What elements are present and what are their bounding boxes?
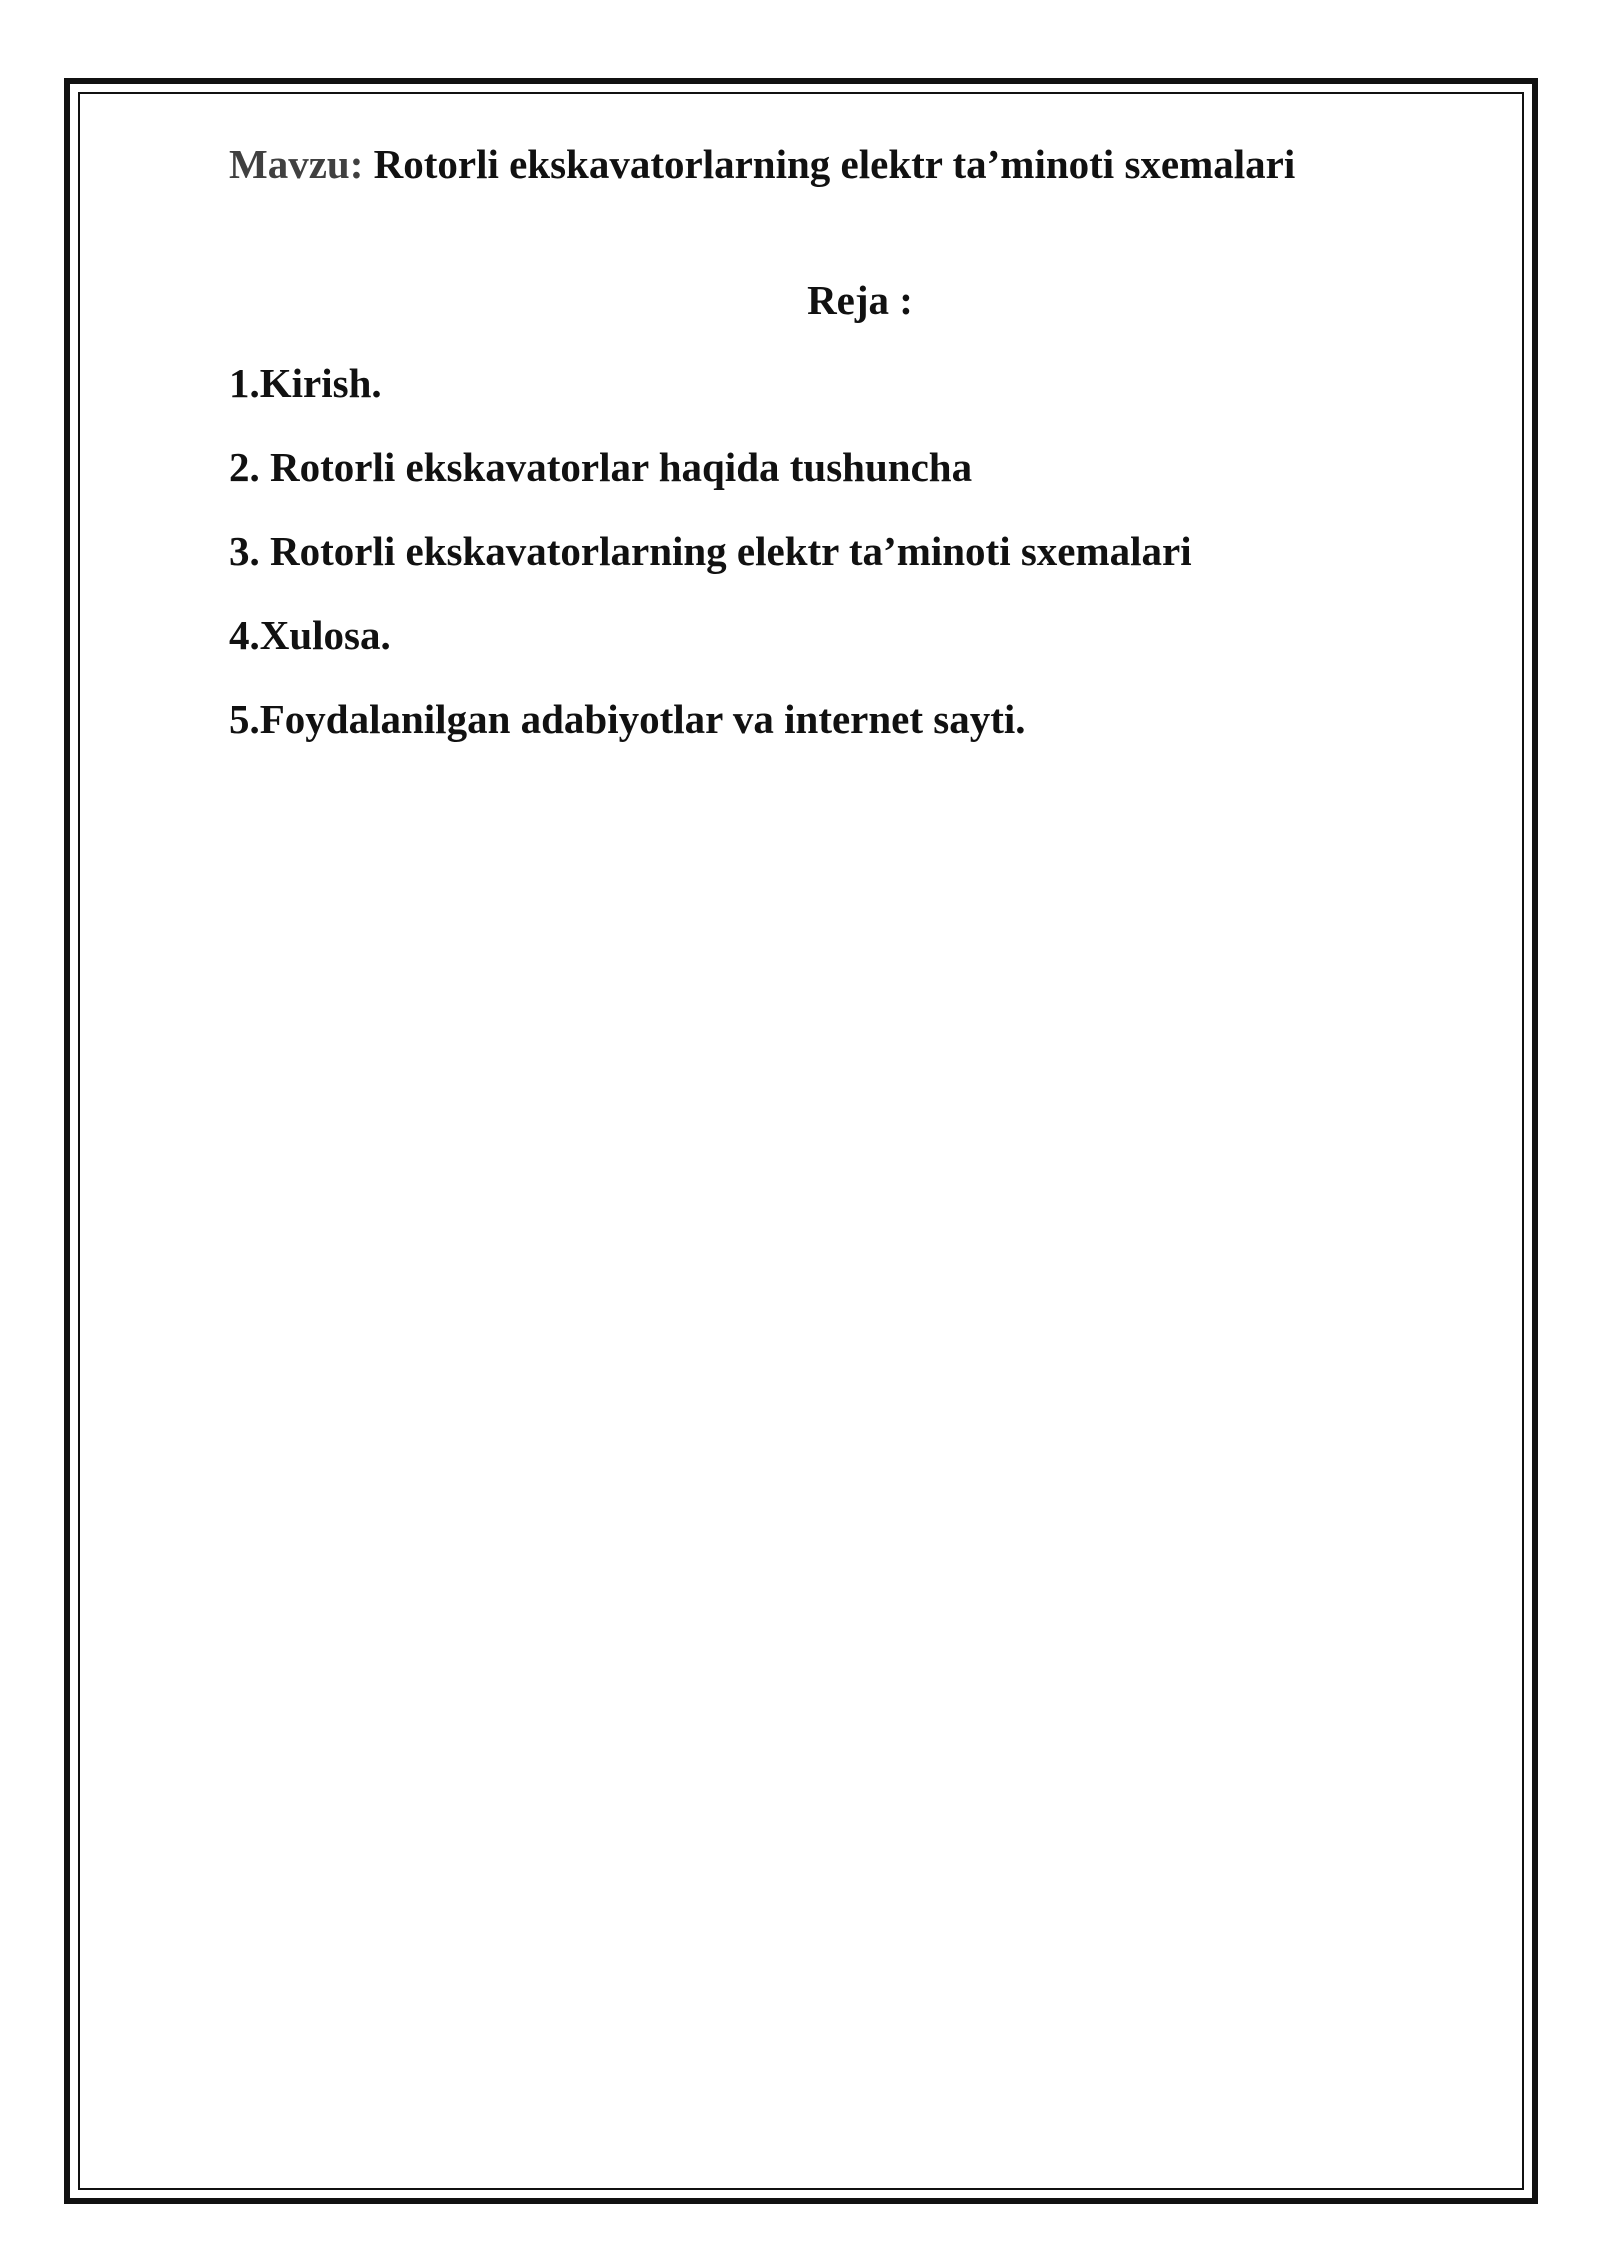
topic-line [229, 136, 1295, 192]
plan-item-concept: 2. Rotorli ekskavatorlar haqida tushuncha [229, 444, 973, 490]
plan-list [229, 355, 1192, 775]
topic-label: Mavzu: [229, 141, 364, 187]
plan-heading: Reja : [807, 277, 913, 323]
plan-item-power-supply-schemes: 3. Rotorli ekskavatorlarning elektr ta’minoti sxemalari [229, 528, 1192, 574]
plan-item-conclusion: 4.Xulosa. [229, 612, 391, 658]
plan-item-references: 5.Foydalanilgan adabiyotlar va internet sayti. [229, 696, 1026, 742]
topic-title: Rotorli ekskavatorlarning elektr ta’minoti sxemalari [373, 141, 1296, 187]
plan-item-introduction: 1.Kirish. [229, 360, 382, 406]
